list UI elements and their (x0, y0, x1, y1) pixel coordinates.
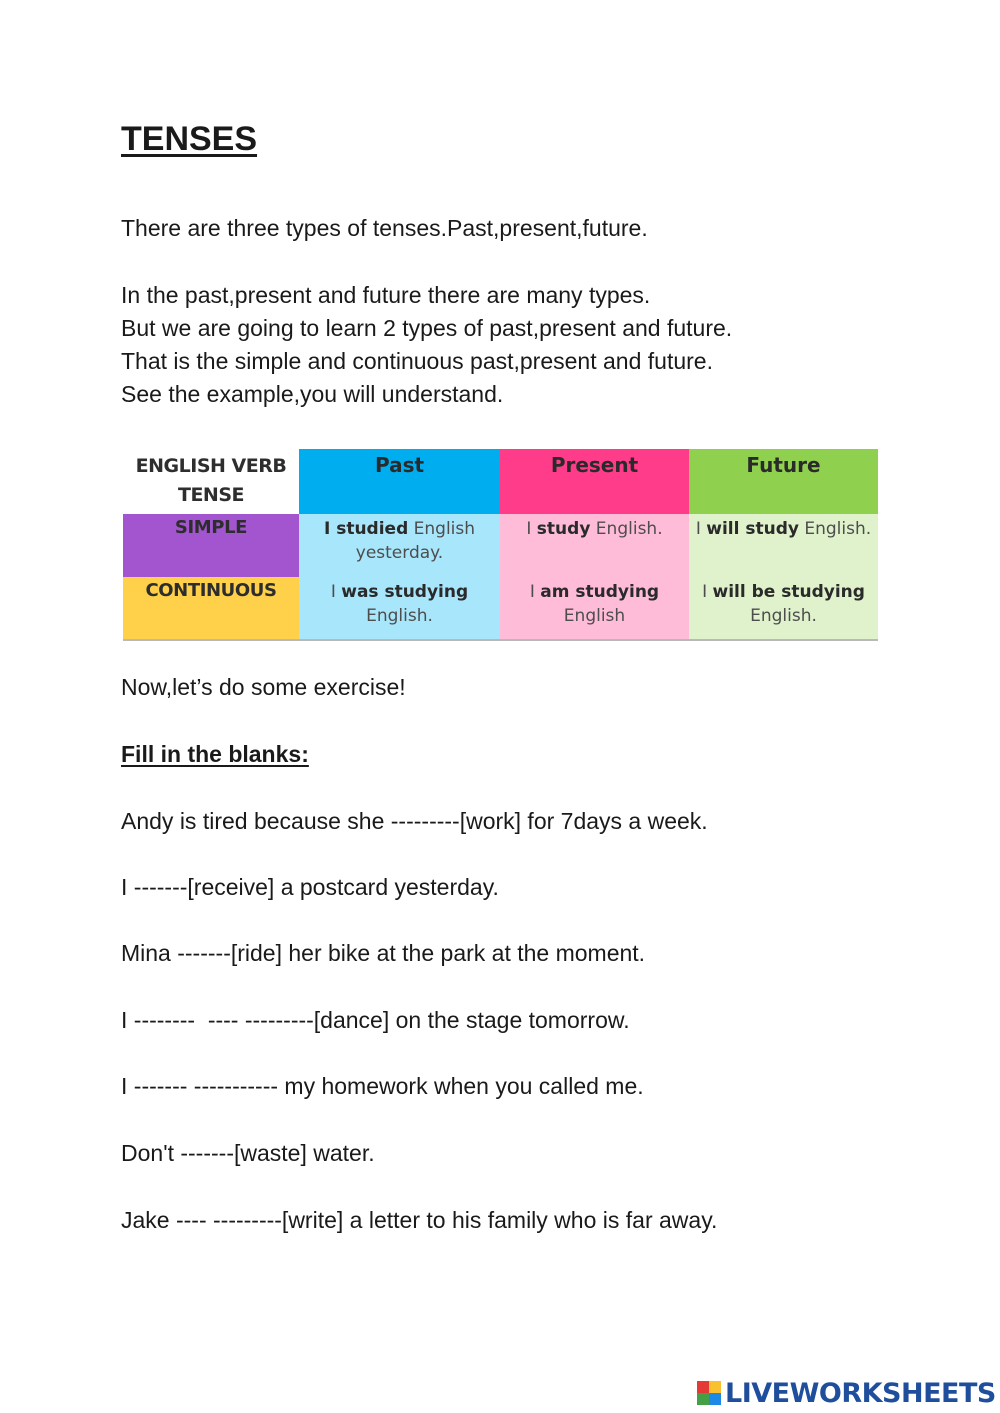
example-verb: will be studying (712, 582, 865, 602)
example-verb: study (536, 519, 591, 539)
fill-in-heading: Fill in the blanks: (121, 741, 309, 767)
question-item: I -------- ---- ---------[dance] on the stage tomorrow. (121, 1007, 630, 1033)
example-rest: English. (366, 606, 433, 626)
example-rest: English. (590, 519, 663, 539)
example-verb: was studying (341, 582, 469, 602)
question-item: I ------- ----------- my homework when you called me. (121, 1073, 644, 1099)
paragraph-line: But we are going to learn 2 types of past,present and future. (121, 315, 733, 341)
question-item: Don't -------[waste] water. (121, 1140, 375, 1166)
example-rest: English. (798, 519, 872, 539)
header-present: Present (500, 449, 689, 514)
paragraph-line: That is the simple and continuous past,present and future. (121, 348, 713, 374)
example-verb: am studying (540, 582, 660, 602)
question-item: Andy is tired because she ---------[work] for 7days a week. (121, 808, 708, 834)
example-simple-future (689, 514, 878, 577)
example-pre: I (529, 582, 541, 602)
row-label-simple: SIMPLE (123, 514, 299, 577)
corner-line: TENSE (177, 484, 244, 506)
table-header-row (123, 449, 878, 514)
question-item: Mina -------[ride] her bike at the park at the moment. (121, 940, 646, 966)
table-row-continuous (123, 577, 878, 640)
table-row-simple (123, 514, 878, 577)
example-simple-past (299, 514, 500, 577)
intro-text: There are three types of tenses.Past,present,future. (121, 215, 648, 241)
example-continuous-future (689, 577, 878, 640)
example-continuous-present (500, 577, 689, 640)
example-pre: I (702, 582, 713, 602)
corner-line: ENGLISH VERB (135, 455, 287, 477)
example-pre: I (526, 519, 537, 539)
example-continuous-past (299, 577, 500, 640)
liveworksheets-logo-icon (697, 1381, 721, 1405)
exercise-intro: Now,let’s do some exercise! (121, 674, 406, 700)
header-past: Past (299, 449, 500, 514)
example-rest: English. (750, 606, 817, 626)
liveworksheets-branding[interactable] (697, 1378, 996, 1408)
table-corner-header (123, 449, 299, 514)
example-simple-present (500, 514, 689, 577)
example-verb: I studied (323, 519, 409, 539)
example-verb: will study (706, 519, 799, 539)
paragraph-line: In the past,present and future there are many types. (121, 282, 651, 308)
header-future: Future (689, 449, 878, 514)
verb-tense-table (123, 449, 878, 641)
page-title: TENSES (121, 120, 258, 158)
question-item: Jake ---- ---------[write] a letter to his family who is far away. (121, 1207, 718, 1233)
brand-name: LIVEWORKSHEETS (725, 1377, 996, 1409)
question-item: I -------[receive] a postcard yesterday. (121, 874, 499, 900)
example-pre: I (330, 582, 342, 602)
example-rest: English (563, 606, 626, 626)
row-label-continuous: CONTINUOUS (123, 577, 299, 640)
example-pre: I (695, 519, 707, 539)
example-rest: English yesterday. (355, 519, 476, 563)
paragraph-line: See the example,you will understand. (121, 381, 504, 407)
